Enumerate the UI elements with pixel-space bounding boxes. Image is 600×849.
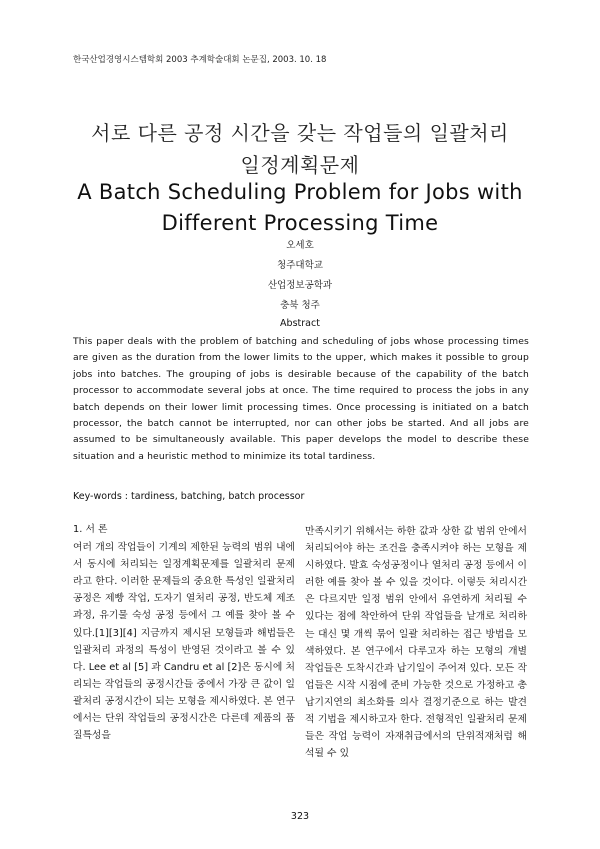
title-korean-line-2: 일정계획문제	[240, 153, 360, 177]
page-number: 323	[290, 811, 310, 822]
abstract-text: This paper deals with the problem of batching and scheduling of jobs whose processing times are given as the duration from the lower limits to the upper, which makes it possible to group jobs into batches. The grouping of jobs is desirable because of the capability of the batch processor to accommodate several jobs at once. The time required to process the jobs in any batch depends on their lower limit processing times. Once processing is initiated on a batch processor, the batch cannot be interrupted, nor can other jobs be started. And all jobs are assumed to be simultaneously available. This paper develops the model to describe these situation and a heuristic method to minimize its total tardiness.	[73, 336, 529, 462]
author-location: 충북 청주	[280, 300, 320, 311]
author-affiliation: 청주대학교	[277, 260, 323, 271]
right-column	[305, 523, 527, 762]
title-english-line-2: Different Processing Time	[161, 211, 439, 235]
author-name: 오세호	[286, 240, 314, 251]
author-department: 산업정보공학과	[267, 280, 333, 291]
section-heading: 1. 서 론	[73, 524, 108, 535]
abstract-heading: Abstract	[280, 318, 320, 329]
left-column-text: 여러 개의 작업들이 기계의 제한된 능력의 범위 내에서 동시에 처리되는 일정계획문제를 일괄처리 문제라고 한다. 이러한 문제들의 중요한 특성인 일괄처리 공정은 제빵 작업, 도자기 열처리 공정, 반도체 제조과정, 유기물 숙성 공정 등에서 그 예를 찾아 볼 수 있다.[1][3][4] 지금까지 제시된 모형들과 해법들은 일괄처리 과정의 특성이 반영된 것이라고 볼 수 있다. Lee et al [5] 과 Candru et al [2]은 동시에 처리되는 작업들의 공정시간들 중에서 가장 큰 값이 일괄처리 공정시간이 되는 모형을 제시하였다. 본 연구에서는 단위 작업들의 공정시간은 다른데 제품의 품질특성을	[73, 542, 295, 742]
title-korean-line-1: 서로 다른 공정 시간을 갖는 작업들의 일괄처리	[91, 121, 509, 145]
author-block	[0, 236, 600, 316]
right-column-text: 만족시키기 위해서는 하한 값과 상한 값 범위 안에서 처리되어야 하는 조건을 충족시켜야 하는 모형을 제시하였다. 발효 숙성공정이나 열처리 공정 등에서 이러한 예를 찾아 볼 수 있을 것이다. 이렇듯 처리시간은 다르지만 일정 범위 안에서 유연하게 처리될 수 있다는 점에 착안하여 단위 작업들을 낱개로 처리하는 대신 몇 개씩 묶어 일괄 처리하는 접근 방법을 모색하였다. 본 연구에서 다루고자 하는 모형의 개별 작업들은 도착시간과 납기일이 주어져 있다. 모든 작업들은 시작 시점에 준비 가능한 것으로 가정하고 총납기지연의 최소화를 의사 결정기준으로 하는 발견적 기법을 제시하고자 한다. 전형적인 일괄처리 문제들은 작업 능력이 자재취급에서의 단위적재처럼 해석될 수 있	[305, 526, 527, 760]
left-column	[73, 521, 295, 744]
keywords: Key-words : tardiness, batching, batch processor	[73, 491, 305, 502]
running-header: 한국산업경영시스템학회 2003 추계학술대회 논문집, 2003. 10. 18	[73, 55, 327, 65]
title-english-line-1: A Batch Scheduling Problem for Jobs with	[77, 180, 523, 204]
